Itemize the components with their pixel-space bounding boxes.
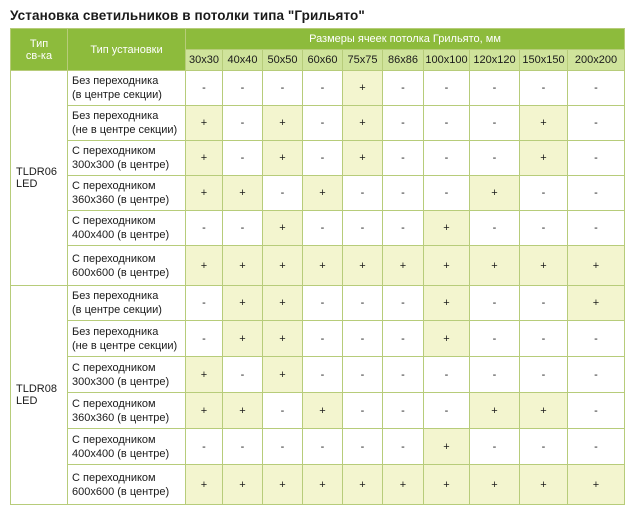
incompatible-cell: - [343,286,383,321]
compatible-cell: + [263,357,303,393]
incompatible-cell: - [383,286,424,321]
incompatible-cell: - [343,176,383,211]
compatible-cell: + [186,465,223,505]
installation-type: Без переходника (в центре секции) [68,286,186,321]
compatible-cell: + [343,71,383,106]
incompatible-cell: - [568,211,625,246]
compatible-cell: + [470,176,520,211]
incompatible-cell: - [424,357,470,393]
header-install: Тип установки [68,29,186,71]
incompatible-cell: - [343,211,383,246]
incompatible-cell: - [568,71,625,106]
page-title: Установка светильников в потолки типа "Грильято" [10,8,365,23]
incompatible-cell: - [424,71,470,106]
incompatible-cell: - [186,71,223,106]
incompatible-cell: - [568,321,625,357]
header-size: 30x30 [186,50,223,71]
luminaire-type: TLDR08 LED [11,286,68,505]
compatible-cell: + [186,357,223,393]
incompatible-cell: - [424,393,470,429]
header-size: 150x150 [520,50,568,71]
incompatible-cell: - [263,429,303,465]
compatible-cell: + [223,176,263,211]
incompatible-cell: - [303,321,343,357]
incompatible-cell: - [223,71,263,106]
compatible-cell: + [263,141,303,176]
table-row [11,176,625,211]
incompatible-cell: - [186,211,223,246]
incompatible-cell: - [263,393,303,429]
incompatible-cell: - [470,357,520,393]
compatible-cell: + [383,465,424,505]
compatible-cell: + [186,393,223,429]
incompatible-cell: - [383,393,424,429]
compatible-cell: + [223,465,263,505]
incompatible-cell: - [383,141,424,176]
incompatible-cell: - [470,429,520,465]
incompatible-cell: - [470,141,520,176]
table-row [11,211,625,246]
table-row [11,71,625,106]
compatible-cell: + [223,286,263,321]
compatible-cell: + [223,393,263,429]
compatible-cell: + [263,211,303,246]
compatible-cell: + [263,246,303,286]
compatible-cell: + [263,465,303,505]
compatible-cell: + [186,246,223,286]
incompatible-cell: - [470,286,520,321]
installation-type: Без переходника (в центре секции) [68,71,186,106]
compatible-cell: + [186,141,223,176]
compatible-cell: + [303,176,343,211]
installation-type: С переходником 600x600 (в центре) [68,246,186,286]
incompatible-cell: - [520,211,568,246]
installation-type: С переходником 300x300 (в центре) [68,141,186,176]
compatible-cell: + [470,246,520,286]
header-size: 40x40 [223,50,263,71]
incompatible-cell: - [343,429,383,465]
incompatible-cell: - [520,71,568,106]
incompatible-cell: - [343,321,383,357]
incompatible-cell: - [343,393,383,429]
compatible-cell: + [520,393,568,429]
compatible-cell: + [520,246,568,286]
incompatible-cell: - [520,286,568,321]
incompatible-cell: - [470,211,520,246]
incompatible-cell: - [223,429,263,465]
compatible-cell: + [424,465,470,505]
incompatible-cell: - [424,106,470,141]
incompatible-cell: - [568,106,625,141]
incompatible-cell: - [470,71,520,106]
incompatible-cell: - [424,176,470,211]
compatible-cell: + [223,321,263,357]
incompatible-cell: - [263,71,303,106]
incompatible-cell: - [186,429,223,465]
incompatible-cell: - [470,321,520,357]
incompatible-cell: - [303,71,343,106]
table-row [11,321,625,357]
compatible-cell: + [470,465,520,505]
compatible-cell: + [303,393,343,429]
incompatible-cell: - [568,176,625,211]
header-size: 75x75 [343,50,383,71]
installation-type: С переходником 400x400 (в центре) [68,211,186,246]
header-type: Тип св-ка [11,29,68,71]
compatible-cell: + [223,246,263,286]
incompatible-cell: - [343,357,383,393]
table-row [11,393,625,429]
table-row [11,429,625,465]
incompatible-cell: - [568,357,625,393]
compatible-cell: + [263,321,303,357]
table-row [11,465,625,505]
incompatible-cell: - [223,141,263,176]
compatible-cell: + [568,286,625,321]
header-row [11,29,625,50]
incompatible-cell: - [383,357,424,393]
header-sizes-group: Размеры ячеек потолка Грильято, мм [186,29,625,50]
incompatible-cell: - [470,106,520,141]
header-size: 86x86 [383,50,424,71]
compatible-cell: + [383,246,424,286]
incompatible-cell: - [568,393,625,429]
compatible-cell: + [186,176,223,211]
table-row [11,246,625,286]
incompatible-cell: - [223,211,263,246]
compatible-cell: + [263,286,303,321]
compatible-cell: + [470,393,520,429]
compatible-cell: + [520,106,568,141]
header-size: 120x120 [470,50,520,71]
incompatible-cell: - [186,321,223,357]
compatible-cell: + [424,286,470,321]
incompatible-cell: - [303,286,343,321]
installation-type: Без переходника (не в центре секции) [68,321,186,357]
incompatible-cell: - [303,211,343,246]
incompatible-cell: - [303,429,343,465]
compatible-cell: + [424,211,470,246]
table-row [11,286,625,321]
installation-type: С переходником 400x400 (в центре) [68,429,186,465]
table-row [11,357,625,393]
installation-type: С переходником 600x600 (в центре) [68,465,186,505]
compatible-cell: + [568,465,625,505]
incompatible-cell: - [303,106,343,141]
incompatible-cell: - [383,429,424,465]
header-size: 50x50 [263,50,303,71]
header-size: 60x60 [303,50,343,71]
incompatible-cell: - [303,357,343,393]
installation-type: С переходником 360x360 (в центре) [68,393,186,429]
luminaire-type: TLDR06 LED [11,71,68,286]
compatible-cell: + [520,465,568,505]
incompatible-cell: - [383,71,424,106]
incompatible-cell: - [223,106,263,141]
compatible-cell: + [424,246,470,286]
incompatible-cell: - [186,286,223,321]
compatible-cell: + [343,465,383,505]
compatible-cell: + [303,246,343,286]
compatible-cell: + [343,141,383,176]
compatible-cell: + [343,246,383,286]
compatible-cell: + [520,141,568,176]
header-size: 100x100 [424,50,470,71]
compatible-cell: + [424,321,470,357]
incompatible-cell: - [223,357,263,393]
incompatible-cell: - [383,211,424,246]
incompatible-cell: - [520,176,568,211]
incompatible-cell: - [568,429,625,465]
compatible-cell: + [263,106,303,141]
incompatible-cell: - [383,106,424,141]
installation-type: Без переходника (не в центре секции) [68,106,186,141]
header-size: 200x200 [568,50,625,71]
incompatible-cell: - [568,141,625,176]
table-row [11,141,625,176]
incompatible-cell: - [520,357,568,393]
installation-type: С переходником 300x300 (в центре) [68,357,186,393]
incompatible-cell: - [263,176,303,211]
incompatible-cell: - [383,176,424,211]
incompatible-cell: - [424,141,470,176]
incompatible-cell: - [303,141,343,176]
compatible-cell: + [424,429,470,465]
installation-type: С переходником 360x360 (в центре) [68,176,186,211]
compatible-cell: + [186,106,223,141]
compatible-cell: + [343,106,383,141]
incompatible-cell: - [520,429,568,465]
incompatible-cell: - [383,321,424,357]
compatible-cell: + [568,246,625,286]
compatible-cell: + [303,465,343,505]
compatibility-table [10,28,625,505]
table-row [11,106,625,141]
incompatible-cell: - [520,321,568,357]
